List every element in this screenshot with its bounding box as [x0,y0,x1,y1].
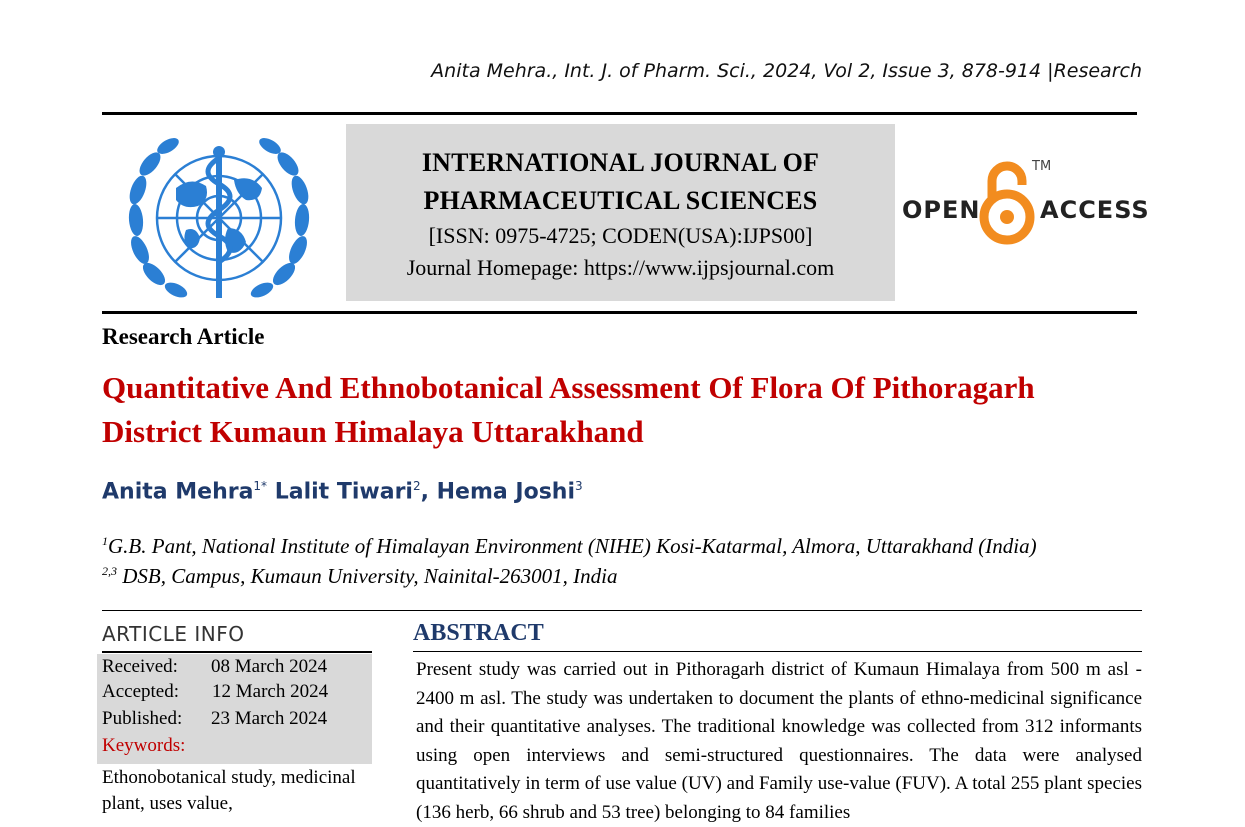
published-date: 23 March 2024 [211,708,328,729]
affiliation [102,564,618,589]
affiliation-text: DSB, Campus, Kumaun University, Nainital-263001, India [122,564,618,588]
open-access-left-text: OPEN [902,196,981,224]
section-divider [102,610,1142,611]
journal-masthead-box [346,124,895,301]
accepted-label: Accepted: [102,681,180,702]
journal-title-line2: PHARMACEUTICAL SCIENCES [423,186,818,215]
author-name: Anita Mehra [102,479,254,505]
author-list: Anita Mehra$^{1*}$ Lalit Tiwari$^2$, Hema Joshi$^3$ [102,479,583,505]
abstract-body: Present study was carried out in Pithoragarh district of Kumaun Himalaya from 500 m asl - 2400 m asl. The study was undertaken to document the plants of ethno-medicinal significance and their quantitative analyses. The traditional knowledge was collected from 312 informants using open interviews and semi-structured questionnaires. The data were analysed quantitatively in term of use value (UV) and Family use-value (FUV). A total 255 plant species (136 herb, 66 shrub and 53 tree) belonging to 84 families [416,659,1142,823]
open-access-badge [900,155,1150,250]
journal-title [346,144,895,220]
accepted-date: 12 March 2024 [212,681,329,702]
article-type: Research Article [102,324,265,349]
affiliation-marker: 1 [102,534,108,548]
abstract-heading: ABSTRACT [413,620,544,646]
journal-title-line1: INTERNATIONAL JOURNAL OF [421,148,820,177]
author-affiliation-marker: 1* [253,479,268,493]
accepted-row [102,681,328,703]
header-rule-top [102,112,1137,115]
author-affiliation-marker: 2 [412,479,421,493]
published-label: Published: [102,708,183,729]
keywords-label: Keywords: [102,735,186,756]
journal-issn: [ISSN: 0975-4725; CODEN(USA):IJPS00] [428,223,813,248]
author-name: Lalit Tiwari [274,479,413,505]
affiliation-text: G.B. Pant, National Institute of Himalayan Environment (NIHE) Kosi-Katarmal, Almora, Uttarakhand (India) [108,534,1037,558]
abstract-rule [413,651,1142,652]
open-padlock-icon [978,155,1036,247]
trademark-symbol: TM [1032,159,1052,174]
received-row [102,656,327,678]
running-header-citation: Anita Mehra., Int. J. of Pharm. Sci., 2024, Vol 2, Issue 3, 878-914 |Research [431,60,1142,82]
affiliation-marker: 2,3 [102,564,117,578]
received-label: Received: [102,656,178,677]
caduceus-globe-wreath-icon [116,128,322,304]
published-row [102,708,327,730]
author-name: Hema Joshi [436,479,575,505]
article-info-rule [102,651,372,653]
open-access-right-text: ACCESS [1040,196,1150,224]
article-info-heading: ARTICLE INFO [102,622,245,646]
article-info-box [97,654,372,764]
affiliation [102,534,1037,559]
received-date: 08 March 2024 [211,656,328,677]
keywords-text: Ethonobotanical study, medicinal plant, uses value, [102,767,356,814]
article-title: Quantitative And Ethnobotanical Assessment Of Flora Of Pithoragarh District Kumaun Himalaya Uttarakhand [102,370,1035,449]
journal-homepage[interactable]: Journal Homepage: https://www.ijpsjournal.com [406,255,835,280]
header-rule-bottom [102,311,1137,314]
author-affiliation-marker: 3 [575,479,583,493]
